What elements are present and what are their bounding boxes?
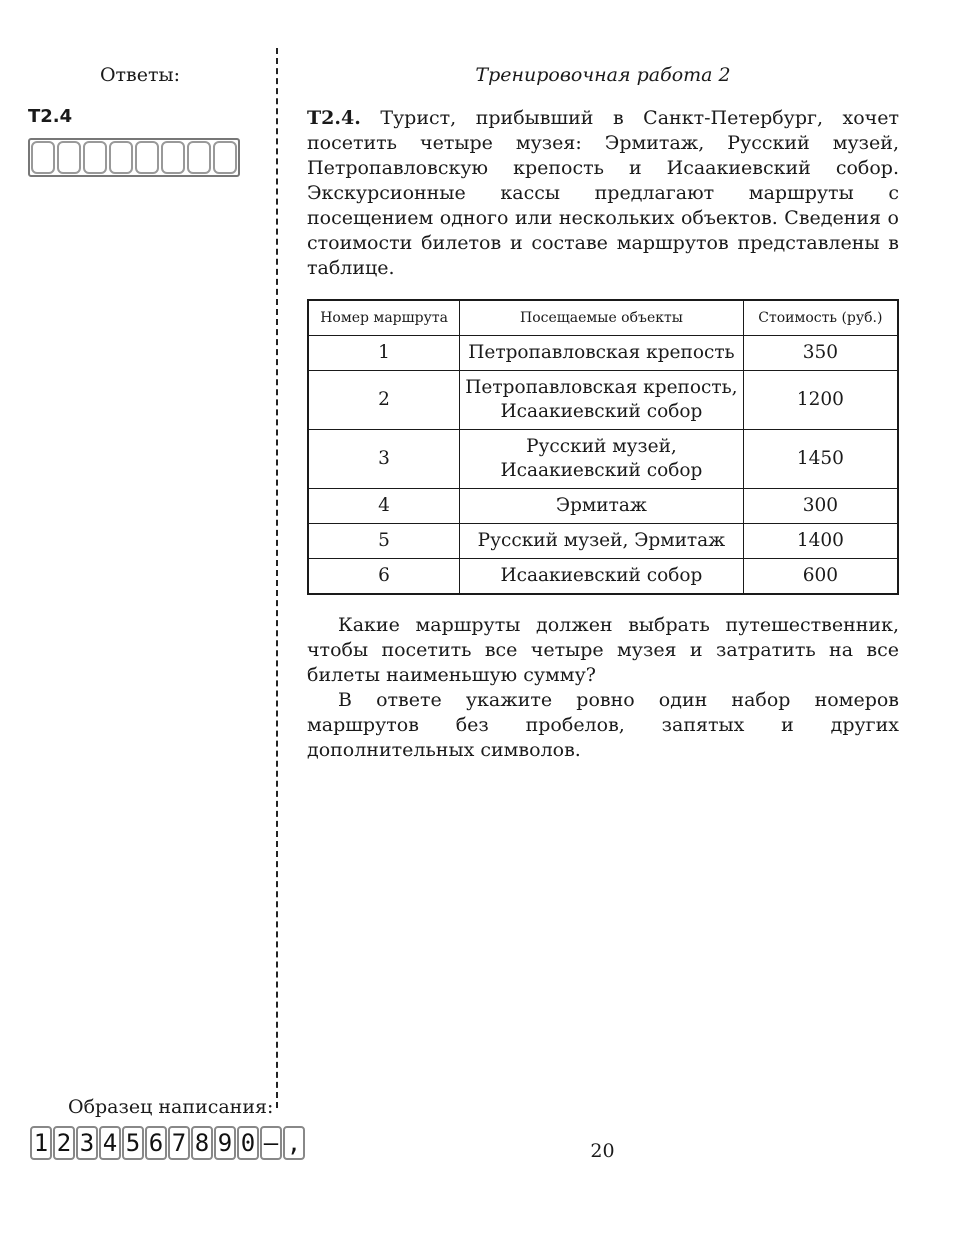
route-number-cell: 5 — [308, 524, 460, 559]
sample-digit-cell: – — [260, 1126, 282, 1160]
route-object-line: Петропавловская крепость — [468, 342, 735, 363]
answer-cell[interactable] — [31, 141, 55, 174]
answers-title: Ответы: — [99, 64, 181, 86]
table-row — [308, 524, 898, 559]
routes-table — [307, 299, 899, 595]
answer-cell[interactable] — [83, 141, 107, 174]
sample-digit-cell: 2 — [53, 1126, 75, 1160]
answer-cell[interactable] — [213, 141, 237, 174]
route-number-cell: 2 — [308, 371, 460, 430]
answer-cell[interactable] — [57, 141, 81, 174]
route-object-line: Исаакиевский собор — [500, 565, 703, 586]
route-cost-cell: 1200 — [743, 371, 898, 430]
route-objects-cell — [460, 524, 744, 559]
sample-digit-cell: 5 — [122, 1126, 144, 1160]
route-cost-cell: 300 — [743, 489, 898, 524]
sample-digit-cell: 6 — [145, 1126, 167, 1160]
table-row — [308, 336, 898, 371]
route-number-cell: 6 — [308, 559, 460, 595]
route-number-cell: 3 — [308, 430, 460, 489]
table-row — [308, 430, 898, 489]
sample-digit-cell: , — [283, 1126, 305, 1160]
sample-digit-cell: 0 — [237, 1126, 259, 1160]
answer-cells[interactable] — [28, 138, 240, 177]
route-cost-cell: 350 — [743, 336, 898, 371]
column-header-cost: Стоимость (руб.) — [743, 300, 898, 336]
page-number: 20 — [590, 1140, 615, 1162]
route-cost-cell: 1450 — [743, 430, 898, 489]
sample-digit-cell: 3 — [76, 1126, 98, 1160]
task-instruction: В ответе укажите ровно один набор номеров маршрутов без пробелов, запятых и других дополнительных символов. — [307, 689, 899, 761]
table-row — [308, 371, 898, 430]
route-objects-cell — [460, 371, 744, 430]
sample-digit-cell: 1 — [30, 1126, 52, 1160]
answer-cell[interactable] — [109, 141, 133, 174]
route-object-line: Эрмитаж — [555, 495, 647, 516]
task-intro — [307, 106, 899, 281]
task-question: Какие маршруты должен выбрать путешественник, чтобы посетить все четыре музея и затратить на все билеты наименьшую сумму? — [307, 614, 899, 686]
table-row — [308, 489, 898, 524]
route-number-cell: 1 — [308, 336, 460, 371]
table-header-row — [308, 300, 898, 336]
sample-label: Образец написания: — [68, 1096, 274, 1118]
route-object-line: Исаакиевский собор — [500, 460, 703, 481]
sample-digit-cell: 9 — [214, 1126, 236, 1160]
task-code-label: Т2.4 — [28, 106, 73, 127]
answer-cell[interactable] — [161, 141, 185, 174]
sample-digit-cell: 4 — [99, 1126, 121, 1160]
table-row — [308, 559, 898, 595]
route-number-cell: 4 — [308, 489, 460, 524]
cut-line-divider — [276, 48, 278, 1108]
task-intro-text: Турист, прибывший в Санкт-Петербург, хочет посетить четыре музея: Эрмитаж, Русский музей, Петропавловскую крепость и Исаакиевский собор. Экскурсионные кассы предлагают маршруты с посещением одного или нескольких объектов. Сведения о стоимости билетов и составе маршрутов представлены в таблице. — [307, 107, 899, 279]
route-cost-cell: 600 — [743, 559, 898, 595]
column-header-objects: Посещаемые объекты — [460, 300, 744, 336]
task-code: Т2.4. — [307, 107, 361, 129]
task-content — [307, 106, 899, 763]
answer-cell[interactable] — [187, 141, 211, 174]
route-object-line: Русский музей, — [526, 436, 677, 457]
column-header-route-number: Номер маршрута — [308, 300, 460, 336]
route-object-line: Исаакиевский собор — [500, 401, 703, 422]
sample-digit-cell: 7 — [168, 1126, 190, 1160]
route-objects-cell — [460, 430, 744, 489]
route-object-line: Петропавловская крепость, — [465, 377, 738, 398]
route-object-line: Русский музей, Эрмитаж — [477, 530, 726, 551]
route-objects-cell — [460, 336, 744, 371]
sample-writing-row — [30, 1126, 306, 1160]
route-objects-cell — [460, 489, 744, 524]
answer-cell[interactable] — [135, 141, 159, 174]
page-header: Тренировочная работа 2 — [475, 64, 731, 86]
route-objects-cell — [460, 559, 744, 595]
route-cost-cell: 1400 — [743, 524, 898, 559]
sample-digit-cell: 8 — [191, 1126, 213, 1160]
